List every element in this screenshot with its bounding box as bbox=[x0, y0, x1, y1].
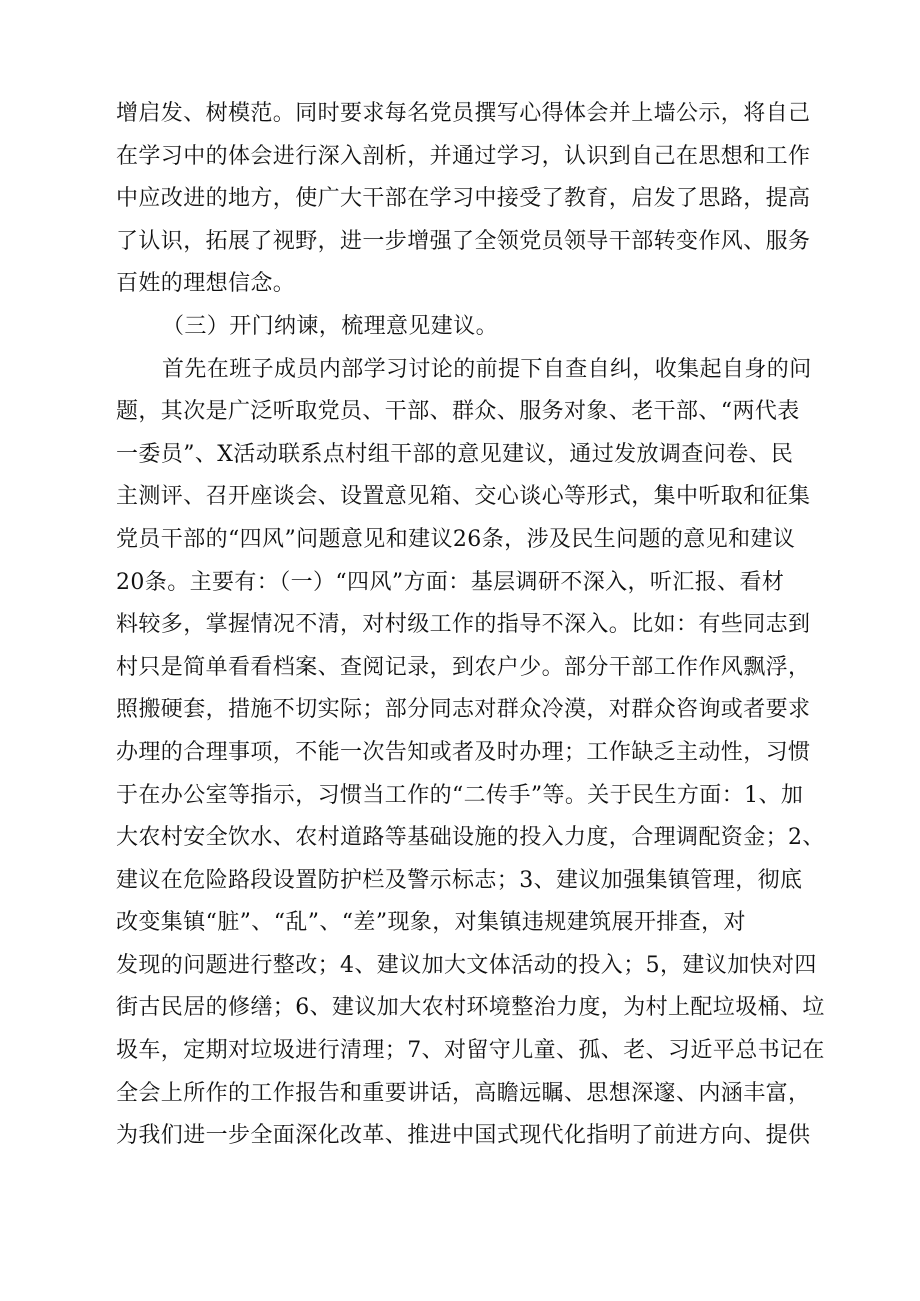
text-line: 圾车，定期对垃圾进行清理；7、对留守儿童、孤、老、习近平总书记在 bbox=[116, 1038, 825, 1064]
paragraph-start-line: 首先在班子成员内部学习讨论的前提下自查自纠，收集起自身的问 bbox=[162, 356, 812, 382]
text-line: 于在办公室等指示，习惯当工作的“二传手”等。关于民生方面：1、加 bbox=[116, 782, 804, 808]
text-line: 增启发、树模范。同时要求每名党员撰写心得体会并上墙公示，将自己 bbox=[116, 101, 811, 126]
text-line: 在学习中的体会进行深入剖析，并通过学习，认识到自己在思想和工作 bbox=[116, 143, 811, 169]
text-line: 街古民居的修缮；6、建议加大农村环境整治力度，为村上配垃圾桶、垃 bbox=[116, 995, 825, 1021]
text-line: 题，其次是广泛听取党员、干部、群众、服务对象、老干部、“两代表 bbox=[116, 399, 800, 425]
text-line: 料较多，掌握情况不清，对村级工作的指导不深入。比如：有些同志到 bbox=[116, 612, 811, 638]
text-line: 了认识，拓展了视野，进一步增强了全领党员领导干部转变作风、服务 bbox=[116, 228, 811, 254]
text-line: 照搬硬套，措施不切实际；部分同志对群众冷漠，对群众咨询或者要求 bbox=[116, 697, 811, 723]
text-line: 20条。主要有：（一）“四风”方面：基层调研不深入，听汇报、看材 bbox=[116, 569, 785, 595]
document-body bbox=[116, 93, 832, 1158]
text-line: 为我们进一步全面深化改革、推进中国式现代化指明了前进方向、提供 bbox=[116, 1123, 811, 1149]
text-line: 大农村安全饮水、农村道路等基础设施的投入力度，合理调配资金；2、 bbox=[116, 825, 825, 851]
text-line: 发现的问题进行整改；4、建议加大文体活动的投入；5，建议加快对四 bbox=[116, 952, 817, 978]
text-line: 主测评、召开座谈会、设置意见箱、交心谈心等形式，集中听取和征集 bbox=[116, 484, 811, 510]
text-line: 办理的合理事项，不能一次告知或者及时办理；工作缺乏主动性，习惯 bbox=[116, 739, 811, 765]
text-line: 改变集镇“脏”、“乱”、“差”现象，对集镇违规建筑展开排查，对 bbox=[116, 910, 746, 936]
text-line: 全会上所作的工作报告和重要讲话，高瞻远瞩、思想深邃、内涵丰富， bbox=[116, 1080, 811, 1106]
text-line: 村只是简单看看档案、查阅记录，到农户少。部分干部工作作风飘浮， bbox=[116, 654, 811, 680]
text-line: 党员干部的“四风”问题意见和建议26条，涉及民生问题的意见和建议 bbox=[116, 526, 796, 552]
text-line: 建议在危险路段设置防护栏及警示标志；3、建议加强集镇管理，彻底 bbox=[116, 867, 803, 893]
text-line: 一委员”、X活动联系点村组干部的意见建议，通过发放调查问卷、民 bbox=[116, 441, 794, 467]
text-line: 百姓的理想信念。 bbox=[116, 271, 296, 297]
text-line: 中应改进的地方，使广大干部在学习中接受了教育，启发了思路，提高 bbox=[116, 186, 811, 212]
section-heading: （三）开门纳谏，梳理意见建议。 bbox=[162, 313, 499, 339]
